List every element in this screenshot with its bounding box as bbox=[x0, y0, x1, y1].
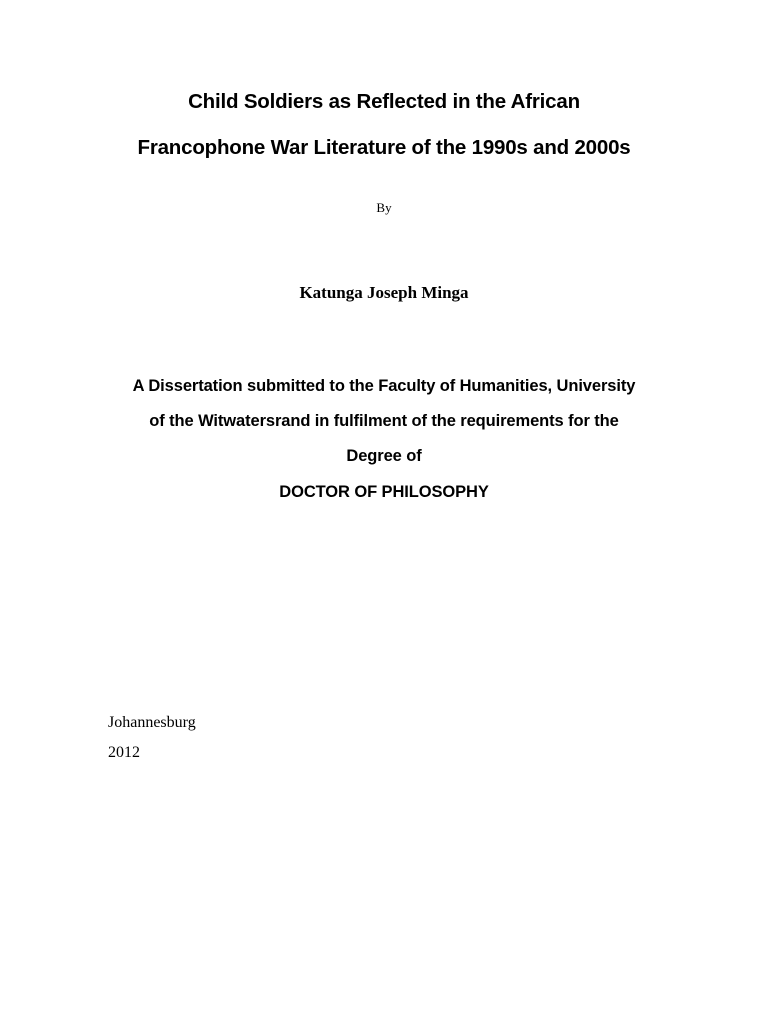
place-name: Johannesburg bbox=[108, 714, 196, 731]
title-line-2: Francophone War Literature of the 1990s and 2000s bbox=[137, 136, 631, 159]
year: 2012 bbox=[108, 744, 140, 761]
author-name: Katunga Joseph Minga bbox=[299, 283, 469, 302]
dissertation-line-2: of the Witwatersrand in fulfilment of the requirements for the bbox=[149, 412, 619, 430]
dissertation-line-3: Degree of bbox=[346, 447, 422, 465]
title-line-1: Child Soldiers as Reflected in the African bbox=[188, 90, 580, 113]
by-label: By bbox=[376, 200, 392, 215]
dissertation-line-1: A Dissertation submitted to the Faculty of Humanities, University bbox=[132, 377, 636, 395]
degree-name: DOCTOR OF PHILOSOPHY bbox=[279, 483, 489, 501]
